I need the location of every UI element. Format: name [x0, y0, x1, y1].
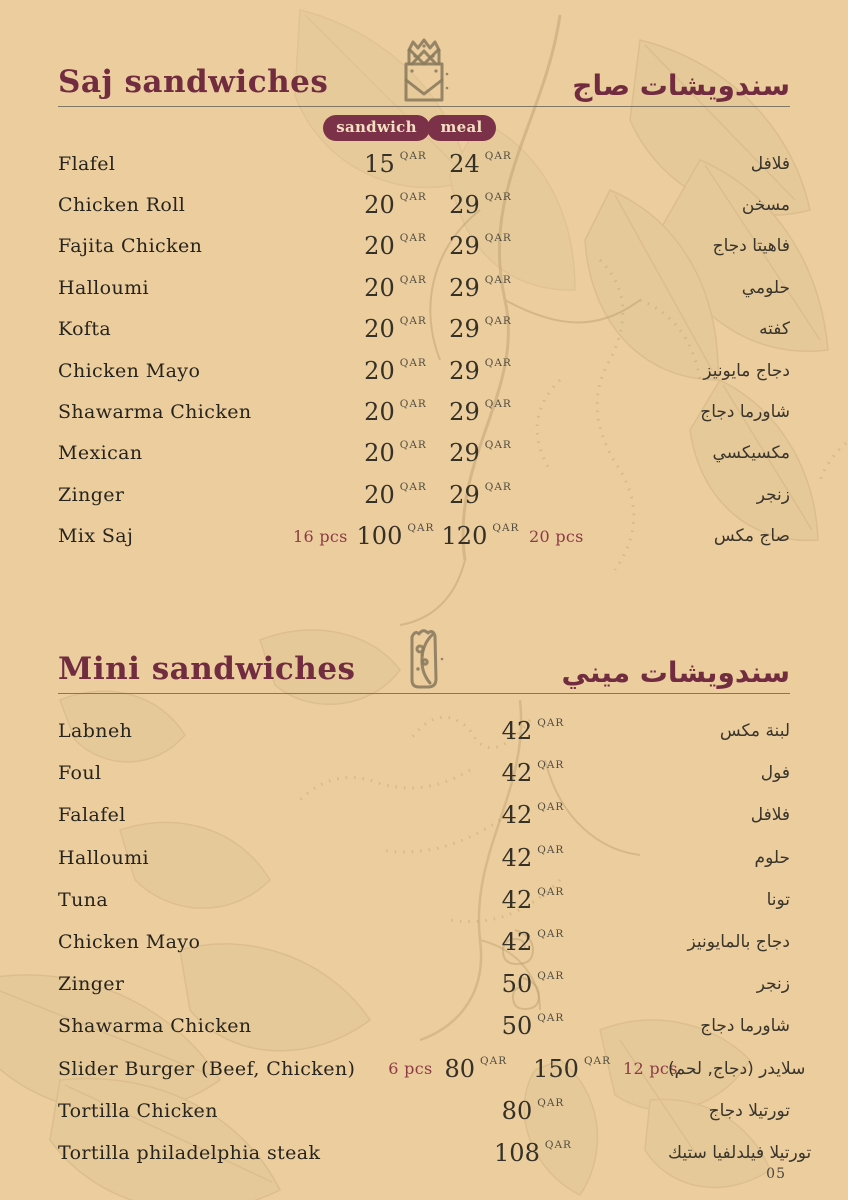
menu-row: [58, 309, 790, 350]
item-price-group: [398, 1138, 668, 1167]
item-name-arabic: حلوم: [754, 847, 790, 868]
sandwich-price: 15 $^{QAR}$: [364, 149, 427, 178]
mini-title-english: Mini sandwiches: [58, 650, 356, 687]
item-name-arabic: دجاج بالمايونيز: [687, 931, 790, 952]
sandwich-price: 20 $^{QAR}$: [364, 356, 427, 385]
menu-row: [58, 836, 790, 878]
saj-title-english: Saj sandwiches: [58, 64, 329, 100]
item-name-arabic: زنجر: [756, 974, 790, 995]
menu-row: [58, 433, 790, 474]
saj-header-divider: [58, 106, 790, 107]
menu-row: [58, 963, 790, 1005]
sandwich-price: 20 $^{QAR}$: [364, 232, 427, 261]
item-name: Foul: [58, 762, 102, 785]
meal-price: 29 $^{QAR}$: [449, 315, 512, 344]
item-name: Halloumi: [58, 276, 150, 299]
item-name: Mix Saj: [58, 525, 134, 548]
item-name-arabic: سلايدر (دجاج, لحم): [668, 1058, 806, 1079]
menu-row: [58, 1047, 806, 1089]
item-price-group: [398, 801, 668, 830]
meal-price: 29 $^{QAR}$: [449, 480, 512, 509]
item-price: 80 $^{QAR}$: [501, 1096, 565, 1125]
item-name: Fajita Chicken: [58, 235, 203, 258]
item-price-group: [398, 927, 668, 956]
meal-price: 29 $^{QAR}$: [449, 232, 512, 261]
meal-price: 120 $^{QAR}$: [441, 522, 520, 551]
item-name-arabic: تونا: [766, 889, 790, 910]
mini-header-divider: [58, 693, 790, 694]
meal-column-badge: meal: [427, 115, 495, 141]
item-name: Zinger: [58, 483, 125, 506]
item-name-arabic: حلومي: [741, 277, 790, 298]
item-name: Slider Burger (Beef, Chicken): [58, 1057, 356, 1080]
item-name-arabic: فلافل: [750, 805, 790, 826]
item-pieces-prefix: 6 pcs: [388, 1059, 433, 1078]
sandwich-price: 20 $^{QAR}$: [364, 315, 427, 344]
item-name: Chicken Roll: [58, 194, 186, 217]
menu-row: [58, 391, 790, 432]
item-price-large: 150 $^{QAR}$: [533, 1054, 612, 1083]
item-name: Flafel: [58, 152, 116, 175]
saj-section-header: [58, 26, 790, 106]
meal-price: 29 $^{QAR}$: [449, 439, 512, 468]
item-price: 42 $^{QAR}$: [501, 801, 565, 830]
item-pieces-prefix: 16 pcs: [293, 526, 348, 546]
item-name-arabic: فول: [760, 763, 790, 784]
item-price: 50 $^{QAR}$: [501, 1012, 565, 1041]
item-pieces-suffix: 12 pcs: [623, 1059, 678, 1078]
item-name-arabic: فاهيتا دجاج: [712, 236, 790, 257]
meal-price: 29 $^{QAR}$: [449, 273, 512, 302]
menu-row: [58, 143, 790, 184]
item-name: Falafel: [58, 804, 126, 827]
menu-row: [58, 710, 790, 752]
item-name: Tortilla philadelphia steak: [58, 1141, 321, 1164]
item-name: Chicken Mayo: [58, 359, 201, 382]
item-price-group: [398, 1096, 668, 1125]
item-name: Shawarma Chicken: [58, 1015, 252, 1038]
item-price-group: [398, 843, 668, 872]
item-price: 42 $^{QAR}$: [501, 759, 565, 788]
menu-row: [58, 350, 790, 391]
item-price: 42 $^{QAR}$: [501, 885, 565, 914]
item-name: Chicken Mayo: [58, 930, 201, 953]
item-price: 42 $^{QAR}$: [501, 927, 565, 956]
item-price: 42 $^{QAR}$: [501, 843, 565, 872]
item-name-arabic: مكسيكسي: [712, 443, 790, 464]
section-mini-sandwiches: [58, 613, 812, 1174]
menu-row: [58, 226, 790, 267]
item-name-arabic: تورتيلا دجاج: [708, 1100, 790, 1121]
section-saj-sandwiches: [58, 26, 790, 557]
item-name-arabic: لبنة مكس: [719, 721, 790, 741]
item-name-arabic: زنجر: [756, 484, 790, 505]
sandwich-price: 20 $^{QAR}$: [364, 191, 427, 220]
sandwich-price: 20 $^{QAR}$: [364, 398, 427, 427]
menu-row: [58, 1005, 790, 1047]
meal-price: 29 $^{QAR}$: [449, 398, 512, 427]
item-price-group: [388, 1054, 678, 1083]
mini-section-header: [58, 613, 790, 693]
mini-items-list: [58, 710, 812, 1174]
page-number: 05: [766, 1166, 786, 1182]
menu-row: [58, 921, 790, 963]
menu-row: [58, 516, 790, 557]
item-name-arabic: شاورما دجاج: [700, 402, 790, 423]
price-column-badges: [334, 115, 504, 141]
item-price: 42 $^{QAR}$: [501, 717, 565, 745]
item-name-arabic: كفته: [759, 319, 790, 340]
item-name: Zinger: [58, 973, 125, 996]
menu-row: [58, 267, 790, 308]
item-price-group: [398, 885, 668, 914]
saj-title-arabic: سندويشات صاج: [572, 69, 790, 102]
item-name: Kofta: [58, 318, 112, 341]
menu-row: [58, 752, 790, 794]
saj-items-list: [58, 143, 790, 557]
sandwich-column-badge: sandwich: [323, 115, 430, 141]
item-price-group: [398, 719, 668, 743]
sandwich-price: 20 $^{QAR}$: [364, 480, 427, 509]
item-price-group: [398, 1012, 668, 1041]
meal-price: 24 $^{QAR}$: [449, 149, 512, 178]
item-price-group: [398, 970, 668, 999]
meal-price: 29 $^{QAR}$: [449, 191, 512, 220]
item-name: Mexican: [58, 442, 143, 465]
item-name-arabic: تورتيلا فيلدلفيا ستيك: [668, 1142, 812, 1163]
item-name-arabic: شاورما دجاج: [700, 1016, 790, 1037]
menu-row: [58, 184, 790, 225]
menu-row: [58, 794, 790, 836]
item-name-arabic: دجاج مايونيز: [703, 360, 790, 381]
menu-row: [58, 1090, 790, 1132]
item-pieces-suffix: 20 pcs: [529, 526, 584, 546]
sandwich-price: 20 $^{QAR}$: [364, 439, 427, 468]
item-name: Labneh: [58, 720, 133, 742]
sandwich-price: 20 $^{QAR}$: [364, 273, 427, 302]
meal-price: 29 $^{QAR}$: [449, 356, 512, 385]
item-name: Tortilla Chicken: [58, 1099, 218, 1122]
item-name: Halloumi: [58, 846, 150, 869]
item-name: Tuna: [58, 888, 109, 911]
burrito-icon: [402, 621, 446, 695]
item-price: 80 $^{QAR}$: [444, 1054, 508, 1083]
item-name-arabic: فلافل: [750, 153, 790, 174]
mini-title-arabic: سندويشات ميني: [561, 655, 790, 689]
item-price: 50 $^{QAR}$: [501, 970, 565, 999]
wrap-sandwich-icon: [395, 30, 453, 108]
item-name: Shawarma Chicken: [58, 401, 252, 424]
item-price-group: [398, 759, 668, 788]
menu-row: [58, 879, 790, 921]
menu-row: [58, 474, 790, 515]
item-price: 108 $^{QAR}$: [494, 1138, 572, 1167]
menu-row: [58, 1132, 812, 1174]
item-name-arabic: مسخن: [741, 195, 790, 216]
item-name-arabic: صاج مكس: [713, 526, 790, 547]
sandwich-price: 100 $^{QAR}$: [356, 522, 435, 551]
